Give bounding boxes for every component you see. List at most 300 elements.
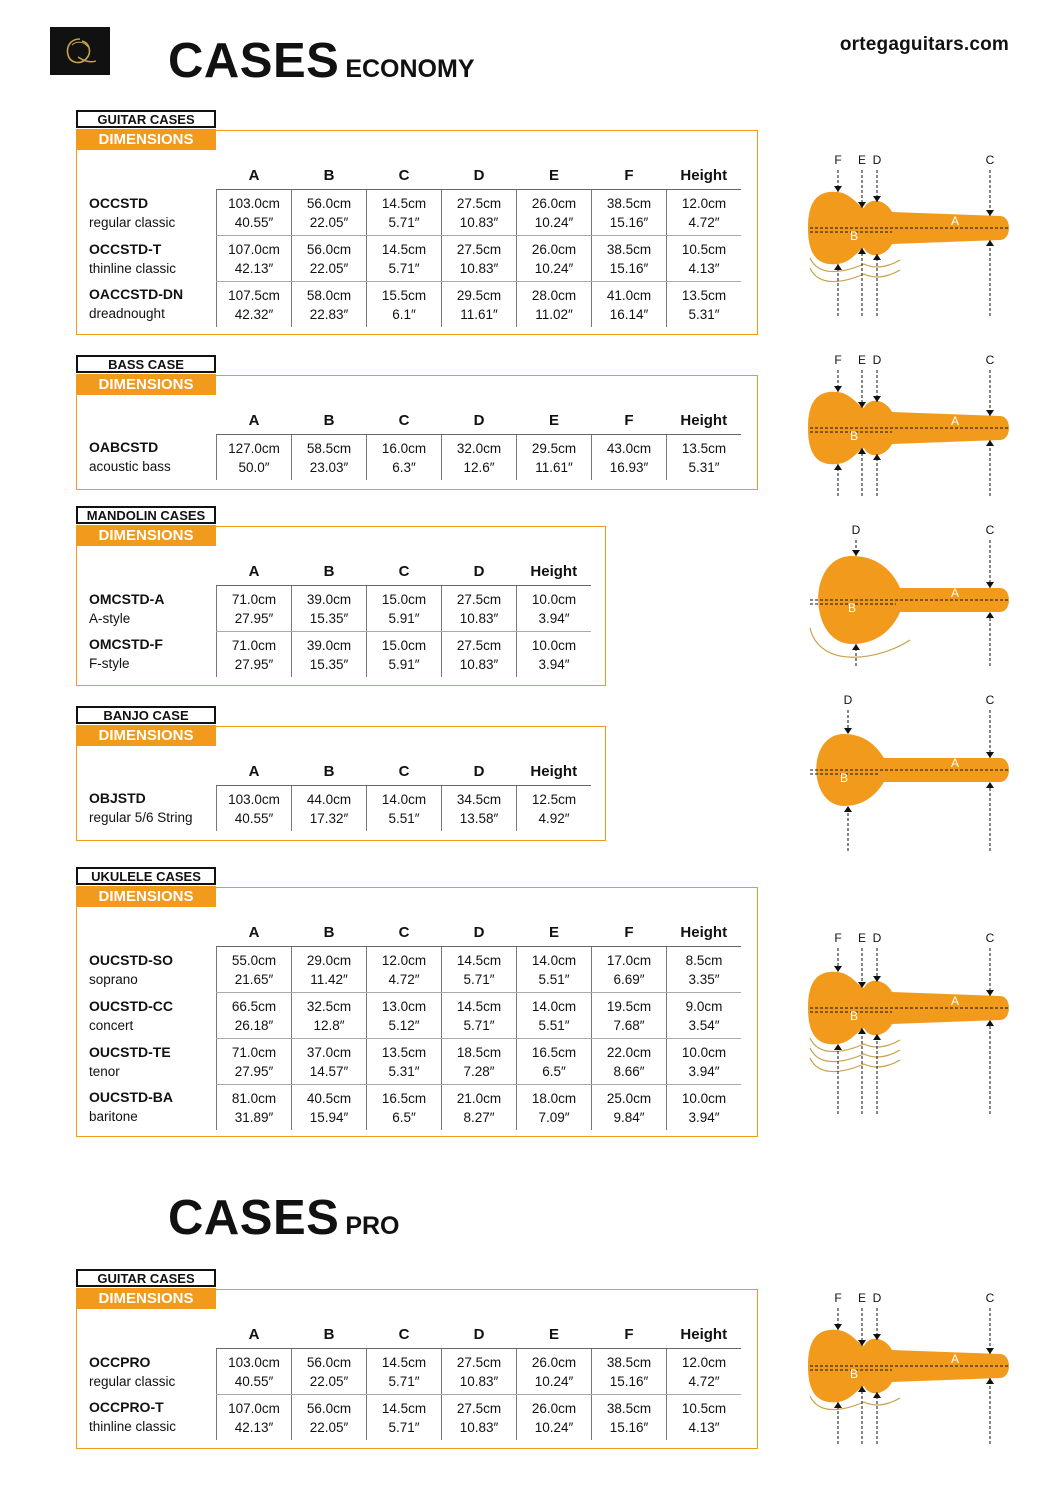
dimension-value	[367, 586, 442, 632]
value-cm: 12.0cm	[381, 952, 427, 968]
model-cell	[89, 1085, 217, 1131]
dimension-value	[217, 947, 292, 993]
value-cm: 27.5cm	[456, 241, 502, 257]
arrow-c-head	[986, 990, 994, 996]
spec-table	[89, 161, 741, 327]
dimension-value	[592, 1085, 667, 1131]
value-inches: 10.24″	[534, 1419, 574, 1435]
model-description: regular 5/6 String	[89, 810, 193, 826]
column-header: F	[592, 406, 667, 435]
value-cm: 44.0cm	[306, 791, 352, 807]
dimension-value	[292, 236, 367, 282]
value-inches: 4.92″	[538, 810, 570, 826]
dimension-value	[217, 586, 292, 632]
value-cm: 43.0cm	[606, 440, 652, 456]
value-cm: 15.5cm	[381, 287, 427, 303]
value-inches: 5.91″	[388, 610, 420, 626]
dimension-label-F: F	[834, 353, 842, 367]
model-description: thinline classic	[89, 1419, 177, 1435]
model-description: baritone	[89, 1109, 138, 1125]
dimension-value	[217, 1395, 292, 1441]
value-cm: 12.5cm	[531, 791, 577, 807]
value-inches: 11.61″	[535, 459, 573, 475]
dimension-value	[292, 282, 367, 328]
value-inches: 8.27″	[463, 1109, 495, 1125]
value-cm: 15.0cm	[381, 637, 427, 653]
column-header: C	[367, 406, 442, 435]
header-blank	[89, 557, 217, 586]
model-description: regular classic	[89, 214, 176, 230]
dimension-value	[292, 947, 367, 993]
dimension-label-A: A	[950, 586, 960, 600]
value-cm: 27.5cm	[456, 1400, 502, 1416]
dimension-value	[592, 947, 667, 993]
value-cm: 29.5cm	[531, 440, 577, 456]
value-inches: 5.51″	[388, 810, 420, 826]
dimension-value	[517, 1085, 592, 1131]
dimension-value	[517, 786, 592, 832]
section-tag: MANDOLIN CASES	[76, 506, 216, 524]
arrow-f-bottom-head	[834, 1044, 842, 1050]
model-code: OCCSTD-T	[89, 240, 162, 257]
column-header: B	[292, 918, 367, 947]
dimension-value	[292, 1039, 367, 1085]
value-cm: 14.0cm	[531, 998, 577, 1014]
model-cell	[89, 282, 217, 328]
value-cm: 12.0cm	[681, 195, 727, 211]
value-inches: 26.18″	[234, 1017, 274, 1033]
arrow-f-head	[834, 386, 842, 392]
model-description: F-style	[89, 656, 130, 672]
arrow-c-head	[986, 1348, 994, 1354]
dimension-value	[667, 236, 742, 282]
arrow-c-bottom-head	[986, 782, 994, 788]
value-inches: 11.42″	[310, 971, 348, 987]
dimension-value	[367, 1349, 442, 1395]
dimension-value	[667, 282, 742, 328]
value-inches: 12.8″	[313, 1017, 345, 1033]
value-inches: 40.55″	[234, 214, 274, 230]
value-cm: 107.0cm	[228, 241, 280, 257]
arrow-f-bottom-head	[834, 264, 842, 270]
value-inches: 10.83″	[459, 260, 499, 276]
case-body-shape	[808, 392, 1009, 465]
table-frame	[76, 887, 758, 1137]
dimension-label-F: F	[834, 153, 842, 167]
value-cm: 38.5cm	[606, 195, 652, 211]
model-description: acoustic bass	[89, 459, 171, 475]
dimension-label-C: C	[985, 523, 995, 537]
dimension-label-D: D	[872, 931, 882, 945]
heading-pro-main: CASES	[168, 1191, 340, 1245]
dimension-value	[592, 993, 667, 1039]
column-header: A	[217, 161, 292, 190]
value-cm: 29.5cm	[456, 287, 502, 303]
dimension-value	[667, 190, 742, 236]
value-cm: 32.5cm	[306, 998, 352, 1014]
value-inches: 23.03″	[309, 459, 349, 475]
dimensions-label: DIMENSIONS	[76, 129, 216, 150]
dimension-label-F: F	[834, 1291, 842, 1305]
value-inches: 22.83″	[309, 306, 349, 322]
arrow-f-head	[834, 1324, 842, 1330]
dimension-label-B: B	[849, 1367, 859, 1381]
value-inches: 13.58″	[459, 810, 499, 826]
dimension-value	[367, 632, 442, 678]
dimension-value	[517, 586, 592, 632]
dimension-label-A: A	[950, 214, 960, 228]
dimension-label-D: D	[872, 153, 882, 167]
dimension-value	[292, 1395, 367, 1441]
value-cm: 103.0cm	[228, 791, 280, 807]
mandolin-case-diagram	[800, 520, 1020, 670]
dimension-label-E: E	[857, 353, 867, 367]
value-inches: 11.02″	[535, 306, 573, 322]
column-header: Height	[667, 918, 742, 947]
header-blank	[89, 918, 217, 947]
value-cm: 14.5cm	[381, 1400, 427, 1416]
value-cm: 39.0cm	[306, 591, 352, 607]
dimension-value	[292, 586, 367, 632]
table-row	[89, 1395, 741, 1441]
model-cell	[89, 947, 217, 993]
bass-case-diagram	[800, 350, 1020, 500]
arrow-c-bottom-head	[986, 612, 994, 618]
value-inches: 31.89″	[234, 1109, 274, 1125]
value-inches: 5.51″	[538, 971, 570, 987]
dimension-value	[367, 1085, 442, 1131]
value-cm: 38.5cm	[606, 1354, 652, 1370]
dimension-value	[442, 993, 517, 1039]
value-inches: 3.94″	[688, 1063, 720, 1079]
dimension-value	[442, 190, 517, 236]
value-cm: 14.5cm	[456, 952, 502, 968]
dimension-value	[667, 993, 742, 1039]
model-code: OMCSTD-F	[89, 636, 163, 653]
value-inches: 5.31″	[688, 306, 720, 322]
value-inches: 4.13″	[688, 1419, 720, 1435]
column-header: A	[217, 918, 292, 947]
dimensions-label: DIMENSIONS	[76, 374, 216, 395]
column-header: A	[217, 757, 292, 786]
dimension-label-C: C	[985, 153, 995, 167]
value-inches: 17.32″	[309, 810, 349, 826]
column-header: C	[367, 1320, 442, 1349]
model-description: concert	[89, 1017, 134, 1033]
value-cm: 71.0cm	[231, 637, 277, 653]
value-inches: 4.72″	[688, 1373, 720, 1389]
value-inches: 42.32″	[234, 306, 274, 322]
value-cm: 14.5cm	[381, 195, 427, 211]
value-inches: 22.05″	[309, 260, 349, 276]
arrow-d-bottom-head	[852, 644, 860, 650]
arrow-f-head	[834, 966, 842, 972]
value-inches: 50.0″	[238, 459, 270, 475]
value-cm: 40.5cm	[306, 1090, 352, 1106]
value-inches: 27.95″	[234, 656, 274, 672]
dimension-value	[517, 947, 592, 993]
dimension-value	[592, 435, 667, 481]
section-tag: GUITAR CASES	[76, 110, 216, 128]
value-cm: 10.0cm	[681, 1044, 727, 1060]
value-cm: 56.0cm	[306, 1354, 352, 1370]
model-code: OCCPRO-T	[89, 1399, 164, 1416]
model-code: OCCSTD	[89, 194, 149, 211]
dimension-value	[217, 1085, 292, 1131]
value-inches: 10.83″	[459, 656, 499, 672]
dimension-label-D: D	[872, 1291, 882, 1305]
table-frame	[76, 526, 606, 686]
dimension-value	[667, 1349, 742, 1395]
dimension-value	[367, 947, 442, 993]
value-inches: 3.35″	[688, 971, 720, 987]
value-cm: 10.0cm	[531, 591, 577, 607]
value-inches: 3.94″	[538, 610, 570, 626]
model-cell	[89, 586, 217, 632]
section-tag: UKULELE CASES	[76, 867, 216, 885]
dimension-value	[217, 236, 292, 282]
value-cm: 9.0cm	[685, 998, 723, 1014]
value-inches: 6.5″	[542, 1063, 566, 1079]
case-body-shape	[808, 1330, 1009, 1403]
dimension-label-B: B	[839, 771, 849, 785]
value-cm: 107.5cm	[228, 287, 280, 303]
dimension-value	[592, 282, 667, 328]
arrow-c-bottom-head	[986, 1020, 994, 1026]
table-row	[89, 1349, 741, 1395]
value-cm: 41.0cm	[606, 287, 652, 303]
dimension-value	[592, 1039, 667, 1085]
model-code: OUCSTD-SO	[89, 951, 173, 968]
value-cm: 56.0cm	[306, 1400, 352, 1416]
column-header: C	[367, 918, 442, 947]
value-cm: 27.5cm	[456, 1354, 502, 1370]
dimension-value	[217, 786, 292, 832]
model-cell	[89, 1395, 217, 1441]
dimension-label-B: B	[849, 1009, 859, 1023]
column-header: E	[517, 406, 592, 435]
value-cm: 18.0cm	[531, 1090, 577, 1106]
value-inches: 42.13″	[234, 260, 274, 276]
value-cm: 55.0cm	[231, 952, 277, 968]
value-cm: 38.5cm	[606, 241, 652, 257]
value-cm: 19.5cm	[606, 998, 652, 1014]
value-cm: 27.5cm	[456, 591, 502, 607]
model-description: thinline classic	[89, 260, 177, 276]
dimension-label-D: D	[851, 523, 861, 537]
model-code: OBJSTD	[89, 790, 146, 807]
dimension-label-C: C	[985, 353, 995, 367]
model-code: OMCSTD-A	[89, 590, 165, 607]
value-inches: 40.55″	[234, 810, 274, 826]
section-tag: BANJO CASE	[76, 706, 216, 724]
website-url: ortegaguitars.com	[839, 34, 1009, 55]
dimension-value	[517, 190, 592, 236]
guitar-case-diagram	[800, 150, 1020, 320]
dimension-value	[667, 1039, 742, 1085]
value-inches: 9.84″	[613, 1109, 645, 1125]
dimension-value	[367, 786, 442, 832]
value-cm: 21.0cm	[456, 1090, 502, 1106]
ortega-logo	[50, 27, 110, 75]
value-cm: 26.0cm	[531, 241, 577, 257]
dimension-value	[217, 993, 292, 1039]
dimension-value	[667, 1395, 742, 1441]
column-header: B	[292, 1320, 367, 1349]
value-cm: 15.0cm	[381, 591, 427, 607]
column-header: F	[592, 161, 667, 190]
heading-economy-main: CASES	[168, 34, 340, 88]
value-inches: 3.54″	[688, 1017, 720, 1033]
column-header: B	[292, 557, 367, 586]
column-header: D	[442, 161, 517, 190]
dimensions-label: DIMENSIONS	[76, 1288, 216, 1309]
value-inches: 15.35″	[309, 610, 349, 626]
arrow-f-head	[834, 186, 842, 192]
value-inches: 10.83″	[459, 610, 499, 626]
value-inches: 5.12″	[388, 1017, 420, 1033]
value-inches: 10.83″	[459, 1373, 499, 1389]
value-cm: 22.0cm	[606, 1044, 652, 1060]
value-cm: 37.0cm	[306, 1044, 352, 1060]
value-cm: 18.5cm	[456, 1044, 502, 1060]
dimension-value	[217, 1039, 292, 1085]
arrow-c-bottom-head	[986, 440, 994, 446]
model-description: A-style	[89, 610, 131, 626]
dimension-label-B: B	[849, 429, 859, 443]
model-cell	[89, 1039, 217, 1085]
value-inches: 15.35″	[309, 656, 349, 672]
table-row	[89, 236, 741, 282]
value-inches: 10.83″	[459, 214, 499, 230]
column-header: A	[217, 1320, 292, 1349]
spec-table	[89, 1320, 741, 1440]
model-cell	[89, 786, 217, 832]
value-inches: 7.09″	[538, 1109, 570, 1125]
value-cm: 12.0cm	[681, 1354, 727, 1370]
value-cm: 58.0cm	[306, 287, 352, 303]
column-header: F	[592, 918, 667, 947]
value-cm: 38.5cm	[606, 1400, 652, 1416]
dimension-label-D: D	[843, 693, 853, 707]
value-inches: 4.13″	[688, 260, 720, 276]
header-blank	[89, 161, 217, 190]
value-cm: 10.5cm	[681, 241, 727, 257]
table-row	[89, 786, 591, 832]
value-cm: 32.0cm	[456, 440, 502, 456]
value-inches: 10.24″	[534, 1373, 574, 1389]
dimension-value	[442, 236, 517, 282]
value-cm: 10.0cm	[681, 1090, 727, 1106]
dimension-value	[442, 632, 517, 678]
table-row	[89, 993, 741, 1039]
model-code: OABCSTD	[89, 439, 159, 456]
dimension-value	[592, 1395, 667, 1441]
value-inches: 5.71″	[388, 1373, 420, 1389]
dimension-value	[442, 282, 517, 328]
dimension-value	[442, 1085, 517, 1131]
value-cm: 56.0cm	[306, 241, 352, 257]
value-cm: 14.5cm	[381, 1354, 427, 1370]
value-cm: 17.0cm	[606, 952, 652, 968]
value-inches: 5.71″	[388, 260, 420, 276]
value-inches: 42.13″	[234, 1419, 274, 1435]
value-cm: 71.0cm	[231, 1044, 277, 1060]
column-header: A	[217, 557, 292, 586]
arrow-c-head	[986, 752, 994, 758]
value-cm: 107.0cm	[228, 1400, 280, 1416]
value-cm: 66.5cm	[231, 998, 277, 1014]
value-inches: 4.72″	[388, 971, 420, 987]
value-inches: 7.28″	[463, 1063, 495, 1079]
dimension-value	[367, 993, 442, 1039]
dimension-label-D: D	[872, 353, 882, 367]
column-header: Height	[517, 557, 592, 586]
value-inches: 16.14″	[609, 306, 649, 322]
value-inches: 6.1″	[392, 306, 416, 322]
value-cm: 26.0cm	[531, 1354, 577, 1370]
dimensions-label: DIMENSIONS	[76, 886, 216, 907]
dimension-value	[442, 1349, 517, 1395]
dimension-value	[367, 1039, 442, 1085]
value-cm: 16.5cm	[381, 1090, 427, 1106]
table-row	[89, 632, 591, 678]
model-cell	[89, 435, 217, 481]
column-header: D	[442, 557, 517, 586]
value-inches: 15.94″	[309, 1109, 349, 1125]
dimension-label-A: A	[950, 994, 960, 1008]
value-inches: 8.66″	[613, 1063, 645, 1079]
value-cm: 28.0cm	[531, 287, 577, 303]
value-inches: 6.69″	[613, 971, 645, 987]
column-header: E	[517, 161, 592, 190]
arrow-f-bottom-head	[834, 464, 842, 470]
value-cm: 14.5cm	[456, 998, 502, 1014]
value-cm: 34.5cm	[456, 791, 502, 807]
value-inches: 15.16″	[609, 260, 649, 276]
column-header: A	[217, 406, 292, 435]
value-cm: 10.0cm	[531, 637, 577, 653]
table-frame	[76, 1289, 758, 1449]
value-inches: 5.51″	[538, 1017, 570, 1033]
section-tag: GUITAR CASES	[76, 1269, 216, 1287]
value-cm: 39.0cm	[306, 637, 352, 653]
dimension-value	[517, 632, 592, 678]
table-row	[89, 435, 741, 481]
value-cm: 25.0cm	[606, 1090, 652, 1106]
value-inches: 27.95″	[234, 1063, 274, 1079]
column-header: C	[367, 757, 442, 786]
value-cm: 13.0cm	[381, 998, 427, 1014]
column-header: D	[442, 757, 517, 786]
dimension-value	[292, 1085, 367, 1131]
arrow-c-head	[986, 582, 994, 588]
model-code: OACCSTD-DN	[89, 286, 184, 303]
column-header: Height	[517, 757, 592, 786]
dimension-value	[442, 435, 517, 481]
value-cm: 127.0cm	[228, 440, 280, 456]
heading-economy	[168, 33, 475, 89]
heading-pro	[168, 1190, 400, 1246]
column-header: D	[442, 1320, 517, 1349]
model-code: OUCSTD-CC	[89, 997, 173, 1014]
dimension-label-B: B	[847, 601, 857, 615]
banjo-case-diagram	[800, 690, 1020, 855]
table-row	[89, 947, 741, 993]
model-code: OUCSTD-BA	[89, 1089, 173, 1106]
dimensions-label: DIMENSIONS	[76, 725, 216, 746]
value-inches: 6.5″	[392, 1109, 416, 1125]
